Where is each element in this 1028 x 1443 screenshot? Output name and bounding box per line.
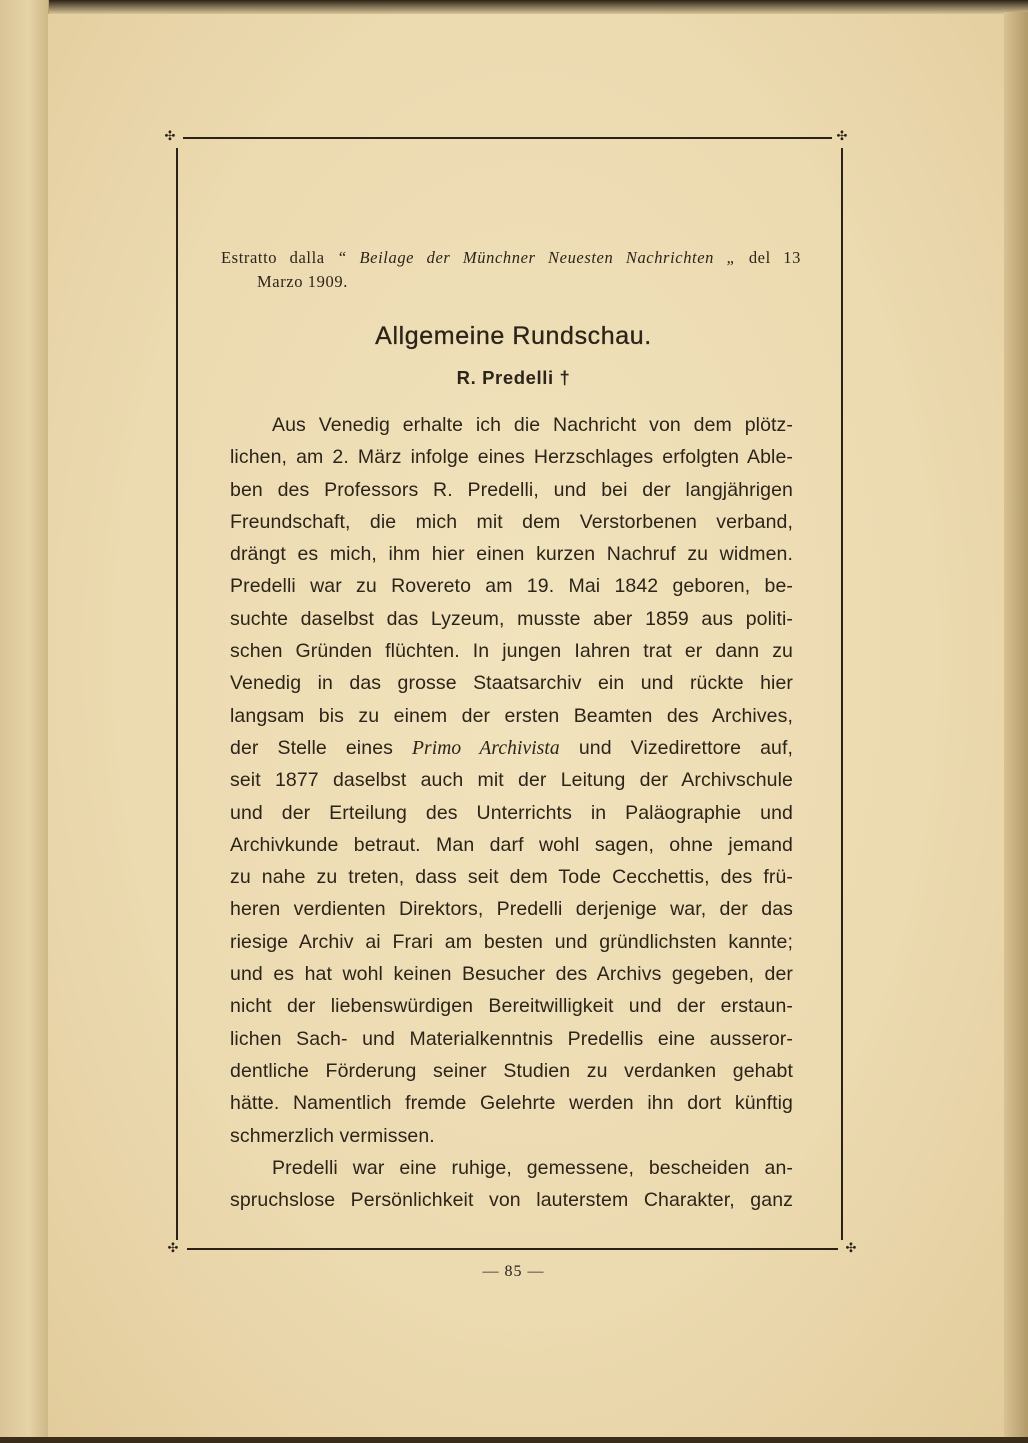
- body-line: nicht der liebenswürdigen Bereitwilligkeit und der erstaun-: [230, 995, 793, 1018]
- bottom-edge: [0, 1437, 1028, 1443]
- article-body: [230, 409, 793, 1216]
- source-title: “ Beilage der Münchner Neuesten Nachrichten „: [337, 248, 737, 267]
- body-line: schen Gründen flüchten. In jungen Iahren trat er dann zu: [230, 640, 793, 663]
- body-line: und der Erteilung des Unterrichts in Paläographie und: [230, 801, 793, 824]
- frame-left-rule: [176, 148, 178, 1240]
- body-line: hätte. Namentlich fremde Gelehrte werden ihn dort künftig: [230, 1092, 793, 1115]
- body-line: Aus Venedig erhalte ich die Nachricht von dem plötz-: [272, 414, 793, 436]
- body-line: lichen Sach- und Materialkenntnis Predellis eine ausseror-: [230, 1027, 793, 1050]
- frame-top-rule: [183, 137, 832, 139]
- body-line: Predelli war eine ruhige, gemessene, bescheiden an-: [272, 1156, 793, 1179]
- source-prefix: Estratto dalla: [221, 248, 325, 267]
- body-line: seit 1877 daselbst auch mit der Leitung der Archivschule: [230, 769, 793, 792]
- source-date: Marzo 1909.: [257, 272, 348, 291]
- page-right-edge: [1004, 12, 1028, 1443]
- page-number: — 85 —: [482, 1263, 545, 1280]
- body-line: Archivkunde betraut. Man darf wohl sagen, ohne jemand: [230, 833, 793, 856]
- body-line: drängt es mich, ihm hier einen kurzen Nachruf zu widmen.: [230, 543, 793, 566]
- corner-ornament-icon: ✣: [836, 129, 848, 144]
- body-line: spruchslose Persönlichkeit von lauterstem Charakter, ganz: [230, 1189, 793, 1212]
- article-title: Allgemeine Rundschau.: [375, 322, 652, 350]
- body-line-tail: und Vizedirettore auf,: [578, 736, 793, 759]
- book-spine-edge: [0, 0, 49, 1443]
- body-line: und es hat wohl keinen Besucher des Archivs gegeben, der: [230, 963, 793, 986]
- body-line: zu nahe zu treten, dass seit dem Tode Cecchettis, des frü-: [230, 866, 793, 889]
- body-line: suchte daselbst das Lyzeum, musste aber 1859 aus politi-: [230, 607, 793, 630]
- body-line: dentliche Förderung seiner Studien zu verdanken gehabt: [230, 1059, 793, 1082]
- body-line: schmerzlich vermissen.: [230, 1124, 435, 1147]
- body-line-with-italic: [230, 732, 793, 764]
- body-line: ben des Professors R. Predelli, und bei der langjährigen: [230, 478, 793, 501]
- corner-ornament-icon: ✣: [167, 1241, 179, 1256]
- frame-right-rule: [841, 148, 843, 1240]
- top-edge: [0, 0, 1028, 14]
- body-line: Freundschaft, die mich mit dem Verstorbenen verband,: [230, 510, 793, 533]
- body-line: lichen, am 2. März infolge eines Herzschlages erfolgten Able-: [230, 446, 793, 469]
- article-subtitle: R. Predelli †: [456, 367, 571, 388]
- italic-title-primo-archivista: Primo Archivista: [412, 737, 560, 759]
- body-line: Predelli war zu Rovereto am 19. Mai 1842 geboren, be-: [230, 575, 793, 598]
- body-line: Venedig in das grosse Staatsarchiv ein und rückte hier: [230, 672, 793, 695]
- body-line: langsam bis zu einem der ersten Beamten des Archives,: [230, 704, 793, 727]
- corner-ornament-icon: ✣: [164, 129, 176, 144]
- corner-ornament-icon: ✣: [845, 1241, 857, 1256]
- body-line: heren verdienten Direktors, Predelli derjenige war, der das: [230, 898, 793, 921]
- frame-bottom-rule: [187, 1248, 838, 1250]
- source-suffix: del 13: [748, 248, 801, 267]
- body-line-head: der Stelle eines: [230, 736, 393, 759]
- source-note: [221, 246, 801, 294]
- body-line: riesige Archiv ai Frari am besten und gründlichsten kannte;: [230, 930, 793, 953]
